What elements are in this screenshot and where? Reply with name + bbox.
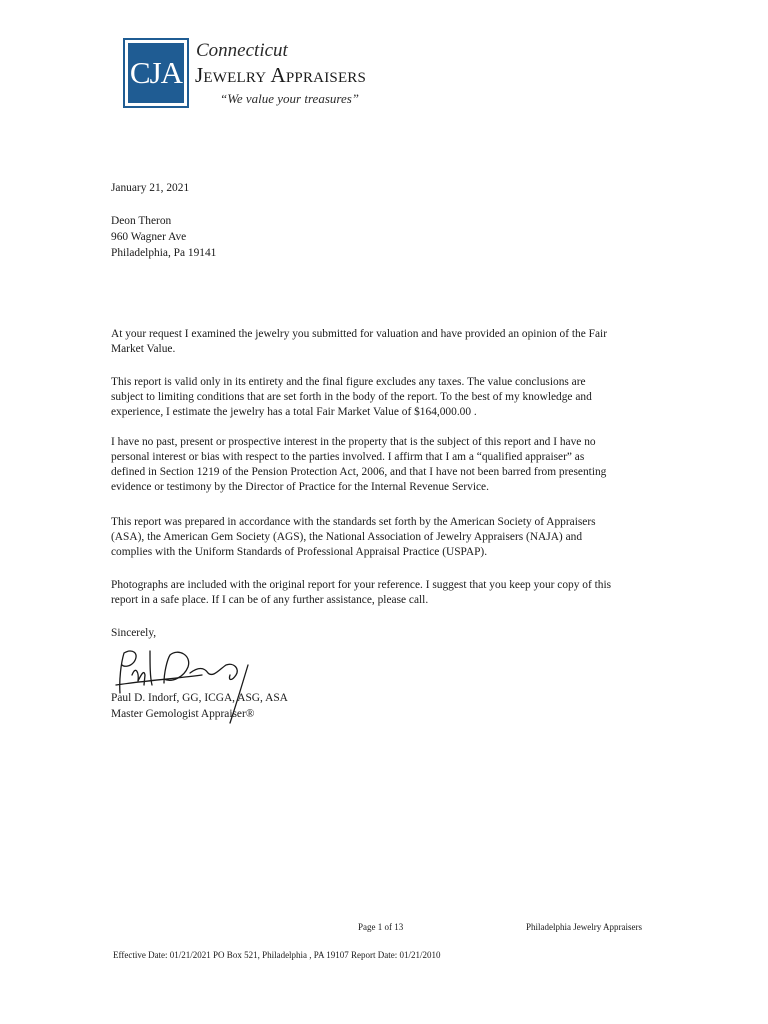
closing: Sincerely, [111, 627, 157, 639]
paragraph-request: At your request I examined the jewelry you submitted for valuation and have provided an opinion of the Fair Market Value. [111, 328, 607, 355]
recipient-name: Deon Theron [111, 215, 172, 227]
signer-name: Paul D. Indorf, GG, ICGA, ASG, ASA [111, 692, 288, 704]
logo-mark: CJA [129, 55, 183, 90]
footer-report-info: Effective Date: 01/21/2021 PO Box 521, Philadelphia , PA 19107 Report Date: 01/21/2010 [113, 950, 441, 960]
page-number: Page 1 of 13 [358, 922, 404, 932]
paragraph-valuation: This report is valid only in its entirety and the final figure excludes any taxes. The value conclusions are subject to limiting conditions that are set forth in the body of the report. To the best of my knowledge and experience, I estimate the jewelry has a total Fair Market Value of $164,000.00 . [111, 376, 592, 418]
paragraph-standards: This report was prepared in accordance with the standards set forth by the American Society of Appraisers (ASA), the American Gem Society (AGS), the National Association of Jewelry Appraisers (NAJA) and complies with the Uniform Standards of Professional Appraisal Practice (USPAP). [111, 516, 596, 558]
signer-title: Master Gemologist Appraiser® [111, 708, 255, 720]
recipient-street: 960 Wagner Ave [111, 231, 187, 243]
signer-block [111, 690, 669, 722]
paragraph-photographs: Photographs are included with the original report for your reference. I suggest that you keep your copy of this report in a safe place. If I can be of any further assistance, please call. [111, 579, 612, 606]
logo-tagline: “We value your treasures” [220, 91, 360, 106]
recipient-city: Philadelphia, Pa 19141 [111, 247, 217, 259]
logo-company-name: Jewelry Appraisers [195, 63, 367, 87]
recipient-address [111, 213, 669, 261]
letter-date: January 21, 2021 [111, 182, 190, 194]
logo-script-text: Connecticut [196, 40, 288, 61]
cja-logo [123, 38, 189, 108]
footer-company: Philadelphia Jewelry Appraisers [526, 922, 642, 932]
paragraph-interest: I have no past, present or prospective interest in the property that is the subject of this report and I have no personal interest or bias with respect to the parties involved. I affirm that I am a “qualified appraiser” as defined in Section 1219 of the Pension Protection Act, 2006, and that I have not been barred from presenting evidence or testimony by the Director of Practice for the Internal Revenue Service. [111, 436, 607, 493]
